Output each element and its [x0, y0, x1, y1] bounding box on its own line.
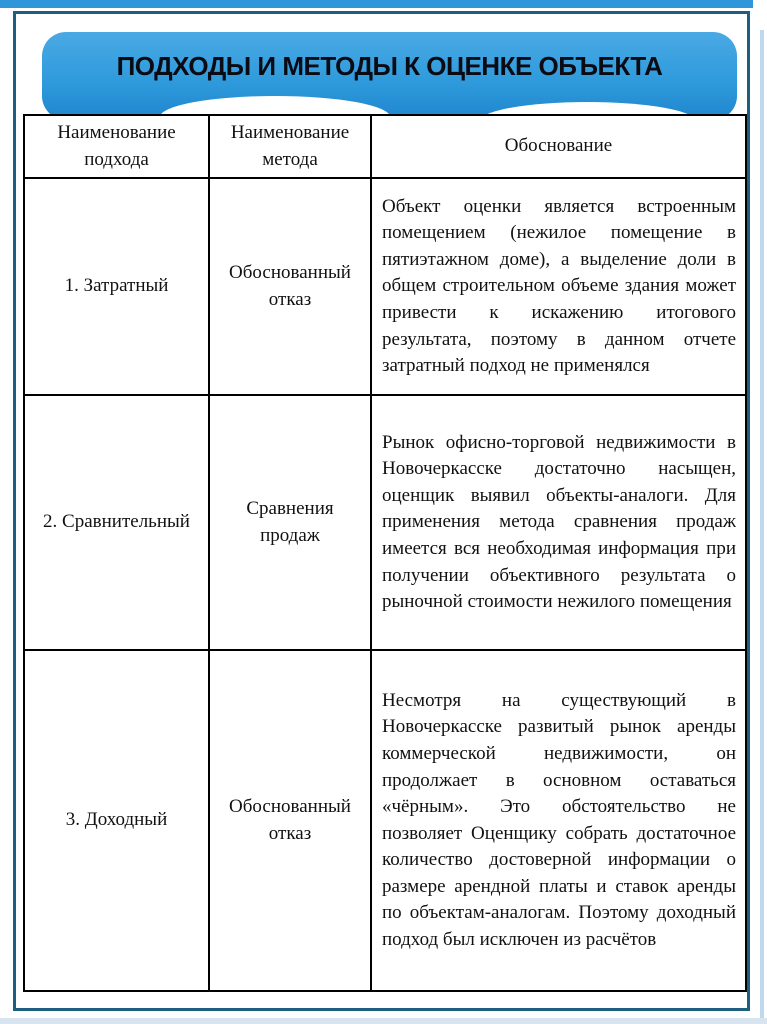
approach-cell: 3. Доходный — [24, 650, 209, 991]
justification-cell: Рынок офисно-торговой недвижимости в Новочеркасске достаточно насыщен, оценщик выявил объекты-аналоги. Для применения метода сравнения продаж имеется вся необходимая информация при получении объективного результата о рыночной стоимости нежилого помещения — [371, 395, 746, 650]
page-title: ПОДХОДЫ И МЕТОДЫ К ОЦЕНКЕ ОБЪЕКТА — [116, 51, 663, 81]
title-banner — [42, 32, 737, 120]
approach-cell: 1. Затратный — [24, 178, 209, 395]
justification-cell: Несмотря на существующий в Новочеркасске развитый рынок аренды коммерческой недвижимости, он продолжает в основном оставаться «чёрным». Это обстоятельство не позволяет Оценщику собрать достаточное количество достоверной информации о размере арендной платы и ставок аренды по объектам-аналогам. Поэтому доходный подход был исключен из расчётов — [371, 650, 746, 991]
table-row — [24, 650, 746, 991]
bottom-accent-strip — [0, 1018, 767, 1024]
table-row — [24, 178, 746, 395]
approaches-table — [23, 114, 747, 992]
header-approach: Наименование подхода — [24, 115, 209, 178]
header-justification: Обоснование — [371, 115, 746, 178]
method-cell: Сравнения продаж — [209, 395, 371, 650]
right-accent-strip — [760, 30, 764, 1024]
table-row — [24, 395, 746, 650]
method-cell: Обоснованный отказ — [209, 650, 371, 991]
table-header-row — [24, 115, 746, 178]
approach-cell: 2. Сравнительный — [24, 395, 209, 650]
justification-cell: Объект оценки является встроенным помещением (нежилое помещение в пятиэтажном доме), а выделение доли в общем строительном объеме здания может привести к искажению итогового результата, поэтому в данном отчете затратный подход не применялся — [371, 178, 746, 395]
top-accent-strip — [0, 0, 753, 8]
method-cell: Обоснованный отказ — [209, 178, 371, 395]
header-method: Наименование метода — [209, 115, 371, 178]
slide-frame — [13, 11, 750, 1011]
